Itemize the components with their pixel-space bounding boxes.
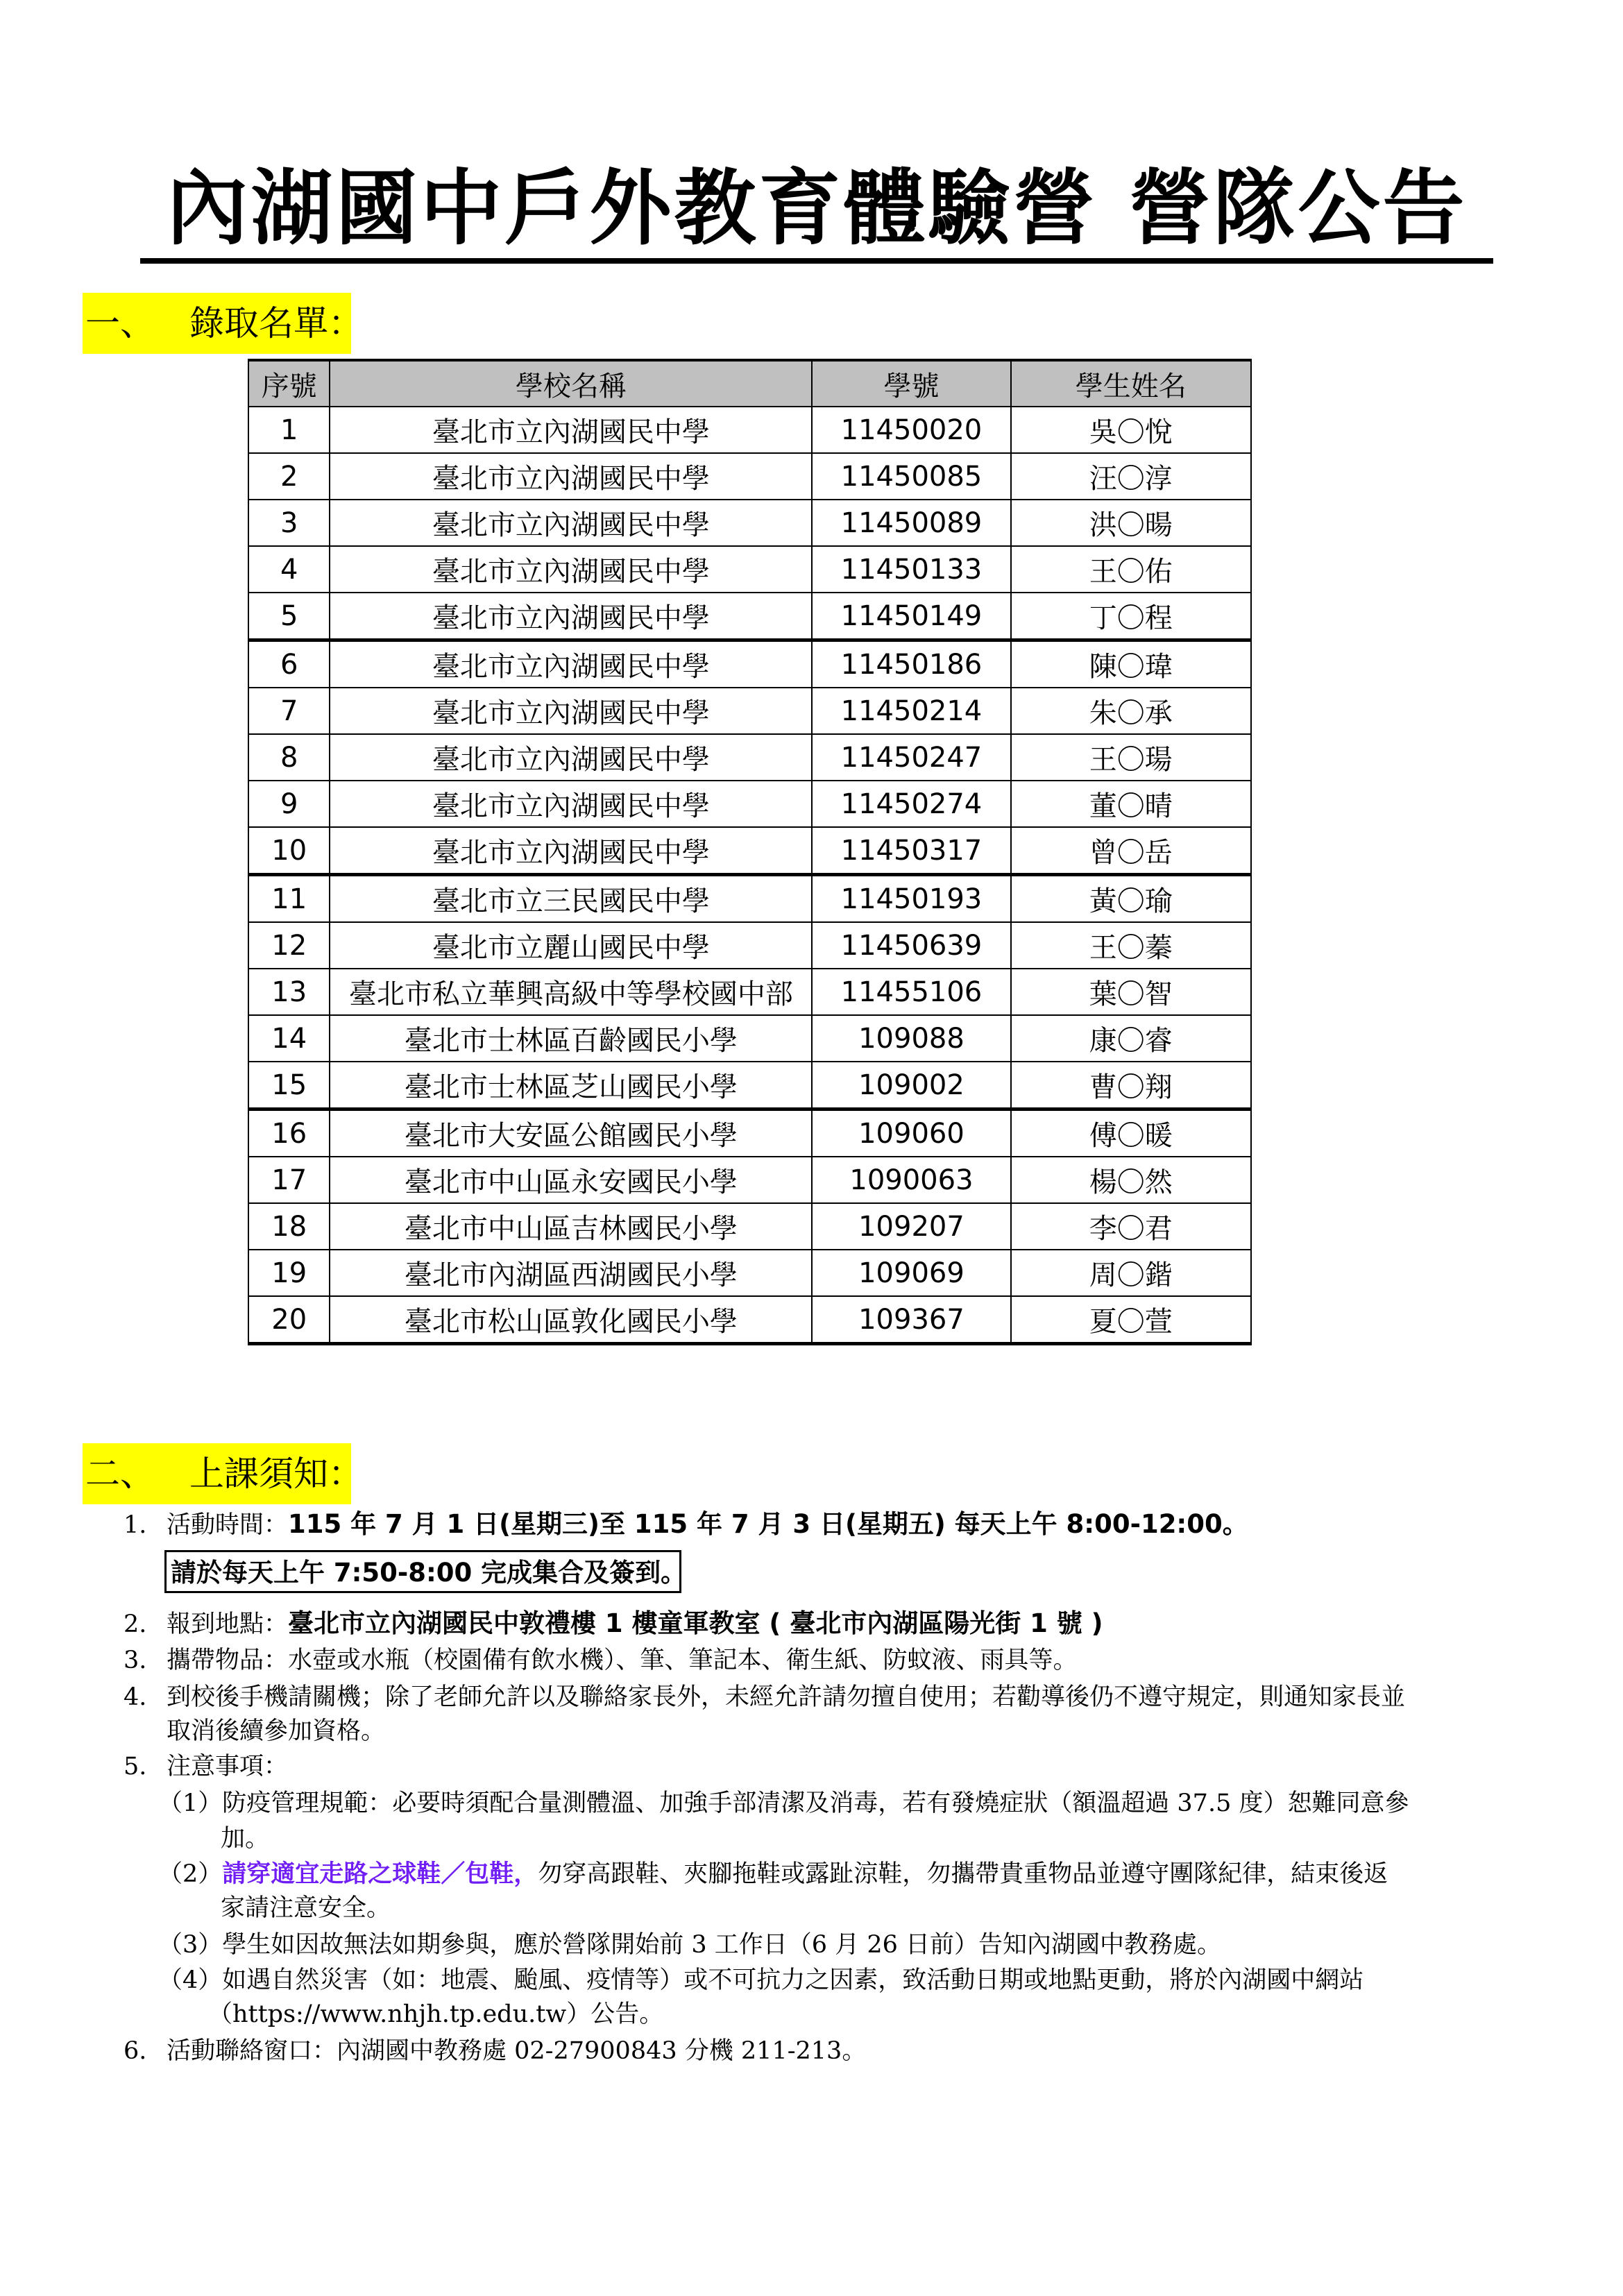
- cell-seq: 9: [248, 781, 330, 827]
- page-title: 內湖國中戶外教育體驗營 營隊公告: [166, 160, 1468, 256]
- notice-sub-2-cont: 家請注意安全。: [221, 1894, 391, 1922]
- cell-school: 臺北市立內湖國民中學: [330, 688, 812, 734]
- cell-student-name: 丁〇程: [1011, 593, 1251, 640]
- cell-school: 臺北市立內湖國民中學: [330, 734, 812, 781]
- sub-text: 學生如因故無法如期參與，應於營隊開始前 3 工作日（6 月 26 日前）告知內湖國中教務處。: [222, 1931, 1221, 1959]
- section-1-heading: [83, 293, 363, 354]
- cell-school: 臺北市中山區永安國民小學: [330, 1157, 812, 1203]
- cell-student-name: 李〇君: [1011, 1203, 1251, 1250]
- sub-text: 如遇自然災害（如：地震、颱風、疫情等）或不可抗力之因素，致活動日期或地點更動，將於內湖國中網站: [222, 1966, 1364, 1994]
- cell-school: 臺北市立麗山國民中學: [330, 922, 812, 969]
- item-number: 5.: [124, 1753, 147, 1780]
- cell-student-name: 曾〇岳: [1011, 827, 1251, 875]
- notice-item-5: [124, 1750, 288, 1783]
- cell-student-id: 11450193: [812, 875, 1010, 923]
- table-row: [248, 781, 1251, 827]
- cell-school: 臺北市士林區芝山國民小學: [330, 1062, 812, 1109]
- item-label: 活動時間：: [167, 1511, 289, 1539]
- cell-student-name: 夏〇萱: [1011, 1296, 1251, 1344]
- table-row: [248, 969, 1251, 1015]
- item-number: 4.: [124, 1683, 147, 1711]
- cell-school: 臺北市松山區敦化國民小學: [330, 1296, 812, 1344]
- section-1-title: 錄取名單：: [189, 303, 363, 343]
- cell-student-id: 11450214: [812, 688, 1010, 734]
- cell-student-name: 陳〇瑋: [1011, 640, 1251, 688]
- cell-student-id: 11450317: [812, 827, 1010, 875]
- shoe-requirement-emphasis: 請穿適宜走路之球鞋／包鞋，: [222, 1860, 538, 1888]
- table-row: [248, 1062, 1251, 1109]
- cell-student-name: 朱〇承: [1011, 688, 1251, 734]
- cell-school: 臺北市立內湖國民中學: [330, 593, 812, 640]
- cell-student-name: 曹〇翔: [1011, 1062, 1251, 1109]
- section-2-title: 上課須知：: [189, 1454, 363, 1494]
- cell-school: 臺北市立內湖國民中學: [330, 500, 812, 546]
- cell-seq: 19: [248, 1250, 330, 1296]
- cell-student-id: 11450149: [812, 593, 1010, 640]
- cell-student-id: 11450085: [812, 453, 1010, 500]
- cell-student-id: 109060: [812, 1109, 1010, 1157]
- item-number: 6.: [124, 2037, 147, 2065]
- cell-student-id: 11450274: [812, 781, 1010, 827]
- sub-number: （3）: [158, 1931, 223, 1959]
- table-row: [248, 1015, 1251, 1062]
- section-1-number: 一、: [85, 303, 155, 343]
- table-row: [248, 734, 1251, 781]
- cell-seq: 11: [248, 875, 330, 923]
- check-in-notice-box: 請於每天上午 7:50-8:00 完成集合及簽到。: [164, 1550, 681, 1593]
- cell-student-id: 11455106: [812, 969, 1010, 1015]
- table-row: [248, 407, 1251, 453]
- cell-school: 臺北市立內湖國民中學: [330, 781, 812, 827]
- admission-table: [248, 359, 1252, 1345]
- table-row: [248, 593, 1251, 640]
- notice-item-1: [124, 1508, 1248, 1542]
- table-row: [248, 688, 1251, 734]
- item-text: 到校後手機請關機；除了老師允許以及聯絡家長外，未經允許請勿擅自使用；若勸導後仍不遵守規定，則通知家長並: [167, 1683, 1406, 1711]
- title-underline: [140, 258, 1493, 264]
- cell-student-id: 109069: [812, 1250, 1010, 1296]
- table-row: [248, 1203, 1251, 1250]
- notice-sub-2: [158, 1857, 1388, 1891]
- cell-seq: 12: [248, 922, 330, 969]
- table-row: [248, 1296, 1251, 1344]
- cell-seq: 13: [248, 969, 330, 1015]
- section-2-number: 二、: [85, 1454, 155, 1494]
- cell-seq: 14: [248, 1015, 330, 1062]
- table-row: [248, 875, 1251, 923]
- table-header-row: [248, 360, 1251, 407]
- cell-seq: 18: [248, 1203, 330, 1250]
- notice-item-4: [124, 1681, 1405, 1714]
- activity-time: 115 年 7 月 1 日(星期三)至 115 年 7 月 3 日(星期五) 每天上午 8:00-12:00。: [288, 1509, 1248, 1539]
- notice-sub-4: [158, 1964, 1363, 1997]
- cell-seq: 2: [248, 453, 330, 500]
- item-label: 注意事項：: [167, 1753, 289, 1780]
- item-text: 攜帶物品：水壺或水瓶（校園備有飲水機）、筆、筆記本、衛生紙、防蚊液、雨具等。: [167, 1647, 1078, 1674]
- table-row: [248, 640, 1251, 688]
- cell-student-name: 洪〇暘: [1011, 500, 1251, 546]
- table-row: [248, 1109, 1251, 1157]
- item-label: 報到地點：: [167, 1610, 289, 1638]
- cell-student-id: 11450133: [812, 546, 1010, 593]
- cell-student-name: 王〇瑒: [1011, 734, 1251, 781]
- cell-student-name: 康〇睿: [1011, 1015, 1251, 1062]
- cell-school: 臺北市立內湖國民中學: [330, 827, 812, 875]
- header-seq: 序號: [248, 360, 330, 407]
- table-row: [248, 546, 1251, 593]
- table-row: [248, 500, 1251, 546]
- cell-student-id: 109002: [812, 1062, 1010, 1109]
- cell-seq: 4: [248, 546, 330, 593]
- cell-student-name: 葉〇智: [1011, 969, 1251, 1015]
- table-row: [248, 453, 1251, 500]
- notice-item-3: [124, 1644, 1078, 1677]
- header-student-id: 學號: [812, 360, 1010, 407]
- cell-student-id: 109207: [812, 1203, 1010, 1250]
- cell-school: 臺北市內湖區西湖國民小學: [330, 1250, 812, 1296]
- table-row: [248, 922, 1251, 969]
- cell-student-name: 王〇佑: [1011, 546, 1251, 593]
- header-school: 學校名稱: [330, 360, 812, 407]
- check-in-location: 臺北市立內湖國民中敦禮樓 1 樓童軍教室 ( 臺北市內湖區陽光街 1 號 ): [288, 1608, 1103, 1638]
- header-student-name: 學生姓名: [1011, 360, 1251, 407]
- cell-seq: 8: [248, 734, 330, 781]
- section-2-heading: [83, 1443, 363, 1504]
- cell-school: 臺北市立內湖國民中學: [330, 407, 812, 453]
- cell-student-name: 董〇晴: [1011, 781, 1251, 827]
- cell-school: 臺北市立內湖國民中學: [330, 640, 812, 688]
- table-body: [248, 407, 1251, 1344]
- cell-student-id: 109088: [812, 1015, 1010, 1062]
- cell-seq: 3: [248, 500, 330, 546]
- contact-info: 活動聯絡窗口：內湖國中教務處 02-27900843 分機 211-213。: [167, 2037, 867, 2065]
- cell-student-name: 王〇蓁: [1011, 922, 1251, 969]
- cell-seq: 20: [248, 1296, 330, 1344]
- cell-school: 臺北市大安區公館國民小學: [330, 1109, 812, 1157]
- table-row: [248, 827, 1251, 875]
- cell-seq: 15: [248, 1062, 330, 1109]
- item-number: 2.: [124, 1610, 147, 1638]
- cell-student-id: 11450020: [812, 407, 1010, 453]
- notice-item-6: [124, 2034, 866, 2068]
- cell-student-name: 傅〇暖: [1011, 1109, 1251, 1157]
- sub-number: （4）: [158, 1966, 223, 1994]
- notice-sub-1-cont: 加。: [221, 1825, 270, 1853]
- cell-student-name: 吳〇悅: [1011, 407, 1251, 453]
- item-number: 1.: [124, 1511, 147, 1539]
- cell-seq: 17: [248, 1157, 330, 1203]
- cell-seq: 5: [248, 593, 330, 640]
- cell-school: 臺北市立三民國民中學: [330, 875, 812, 923]
- item-number: 3.: [124, 1647, 147, 1674]
- sub-text: 防疫管理規範：必要時須配合量測體溫、加強手部清潔及消毒，若有發燒症狀（額溫超過 37.5 度）恕難同意參: [222, 1789, 1409, 1817]
- cell-school: 臺北市立內湖國民中學: [330, 453, 812, 500]
- cell-student-id: 109367: [812, 1296, 1010, 1344]
- notice-sub-1: [158, 1787, 1409, 1820]
- notice-item-4-cont: 取消後續參加資格。: [167, 1717, 386, 1745]
- table-row: [248, 1250, 1251, 1296]
- cell-seq: 16: [248, 1109, 330, 1157]
- cell-student-name: 楊〇然: [1011, 1157, 1251, 1203]
- cell-seq: 10: [248, 827, 330, 875]
- sub-number: （2）: [158, 1860, 223, 1888]
- cell-student-id: 1090063: [812, 1157, 1010, 1203]
- cell-student-id: 11450089: [812, 500, 1010, 546]
- cell-student-id: 11450639: [812, 922, 1010, 969]
- cell-school: 臺北市私立華興高級中等學校國中部: [330, 969, 812, 1015]
- cell-seq: 1: [248, 407, 330, 453]
- cell-school: 臺北市立內湖國民中學: [330, 546, 812, 593]
- cell-school: 臺北市中山區吉林國民小學: [330, 1203, 812, 1250]
- notice-sub-3: [158, 1928, 1221, 1962]
- table-row: [248, 1157, 1251, 1203]
- notice-item-2: [124, 1607, 1103, 1641]
- sub-number: （1）: [158, 1789, 223, 1817]
- sub-text: 勿穿高跟鞋、夾腳拖鞋或露趾涼鞋，勿攜帶貴重物品並遵守團隊紀律，結束後返: [538, 1860, 1388, 1888]
- cell-student-name: 黃〇瑜: [1011, 875, 1251, 923]
- cell-student-name: 周〇鍇: [1011, 1250, 1251, 1296]
- cell-seq: 7: [248, 688, 330, 734]
- cell-student-id: 11450247: [812, 734, 1010, 781]
- notice-sub-4-cont: （https://www.nhjh.tp.edu.tw）公告。: [208, 2000, 664, 2028]
- cell-student-id: 11450186: [812, 640, 1010, 688]
- cell-school: 臺北市士林區百齡國民小學: [330, 1015, 812, 1062]
- cell-seq: 6: [248, 640, 330, 688]
- cell-student-name: 汪〇淳: [1011, 453, 1251, 500]
